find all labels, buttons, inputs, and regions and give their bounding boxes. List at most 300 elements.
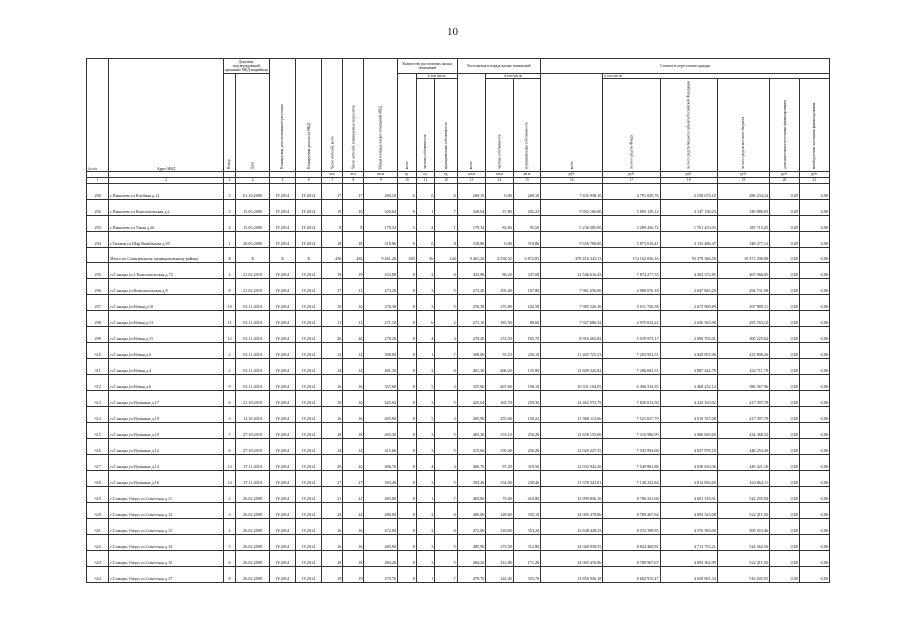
cell-a-mun: 135,90: [513, 358, 540, 374]
cell-res: 17: [322, 278, 343, 294]
cell-c-reg: 4 204 372,85: [660, 262, 717, 278]
cell-c-loc: 424 864,11: [717, 470, 769, 486]
cell-n: 321: [87, 518, 109, 534]
cell-c-reg: 4 222 163,02: [660, 390, 717, 406]
table-row: [87, 422, 830, 438]
cell-a-mun: 259,30: [513, 390, 540, 406]
cell-area: 401,30: [364, 358, 398, 374]
cell-n: 299: [87, 326, 109, 342]
cell-c-loc: 185 715,25: [717, 215, 769, 231]
page-number: 10: [447, 26, 458, 38]
cell-a-mun: 239,46: [513, 470, 540, 486]
cell-c-tot: 11 378 343,01: [541, 470, 603, 486]
cell-c-loc: 522 411,92: [717, 550, 769, 566]
table-row: [87, 454, 830, 470]
cell-a-pr: 312,80: [486, 550, 513, 566]
cell-c-ex2: 0,00: [799, 247, 829, 262]
cell-r-pr: 5: [416, 374, 435, 390]
cell-r-mun: 7: [435, 342, 457, 358]
cell-a-mun: 102,58: [513, 294, 540, 310]
cell-addr: г.Пикалево ул.Клубная д.12: [109, 183, 223, 199]
relocation-table: [86, 58, 830, 583]
cell-date: 03.11.2010: [236, 358, 270, 374]
cell-c-loc: 349 888,65: [717, 199, 769, 215]
cell-num: 5: [223, 199, 235, 215]
cell-date: 03.11.2010: [236, 294, 270, 310]
cell-c-tot: 13 999 836,10: [541, 486, 603, 502]
cell-c-reg: 93 379 366,58: [660, 247, 717, 262]
cell-c-reg: 4 659 901,34: [660, 566, 717, 582]
cell-reloc: IV.2014: [269, 374, 295, 390]
cell-c-ex2: 0,00: [799, 518, 829, 534]
cell-c-ex: 0,00: [770, 422, 800, 438]
cell-c-loc: 286 234,24: [717, 183, 769, 199]
cell-reloc: IV.2014: [269, 294, 295, 310]
cell-reloc: IV.2014: [269, 534, 295, 550]
cell-a-mun: 318,86: [513, 231, 540, 247]
cell-a-mun: 353,20: [513, 518, 540, 534]
cell-c-ex: 0,00: [770, 326, 800, 342]
cell-c-reg: 3 906 829,69: [660, 422, 717, 438]
cell-c-ex: 0,00: [770, 247, 800, 262]
cell-a-tot: 357,60: [457, 374, 486, 390]
cell-c-reg: 3 887 444,78: [660, 358, 717, 374]
cell-demol: IV.2014: [296, 231, 322, 247]
cell-a-mun: 269,10: [513, 183, 540, 199]
cell-r-tot: 8: [398, 550, 417, 566]
cell-c-fund: 5 873 016,41: [603, 231, 660, 247]
cell-c-loc: 295 763,12: [717, 310, 769, 326]
cell-n: 317: [87, 454, 109, 470]
cell-a-pr: 0,00: [486, 231, 513, 247]
cell-r-tot: 8: [398, 374, 417, 390]
cell-a-tot: 403,36: [457, 422, 486, 438]
cell-addr: п.Сланцы ул.Пушкина д.10: [109, 422, 223, 438]
cell-res: 19: [322, 262, 343, 278]
cell-r-pr: 2: [416, 358, 435, 374]
cell-c-tot: 5 236 585,00: [541, 215, 603, 231]
cell-a-mun: 312,80: [513, 534, 540, 550]
cell-a-pr: 128,60: [486, 502, 513, 518]
cell-a-mun: 105,70: [513, 326, 540, 342]
cell-r-tot: 8: [398, 422, 417, 438]
header-rooms-municipal: муниципальная собственность: [435, 79, 457, 172]
cell-a-tot: 425,04: [457, 390, 486, 406]
cell-c-ex2: 0,00: [799, 278, 829, 294]
cell-a-pr: 105,40: [486, 278, 513, 294]
cell-addr: п.Сланцы ул.Новая д.13: [109, 310, 223, 326]
cell-c-loc: 449 421,16: [717, 454, 769, 470]
cell-r-mun: 5: [435, 422, 457, 438]
table-row: [87, 215, 830, 231]
cell-c-fund: 7 874 277,53: [603, 262, 660, 278]
unit-cell: чел.: [322, 172, 343, 178]
cell-a-pr: 83,84: [486, 215, 513, 231]
header-area-total: всего: [457, 74, 486, 172]
cell-reloc: IV.2014: [269, 422, 295, 438]
cell-a-pr: 122,40: [486, 566, 513, 582]
table-row: [87, 262, 830, 278]
cell-demol: IV.2014: [296, 550, 322, 566]
cell-c-tot: 14 065 476,86: [541, 550, 603, 566]
header-cost-total: всего: [541, 74, 603, 172]
cell-demol: IV.2014: [296, 199, 322, 215]
cell-c-ex: 0,00: [770, 215, 800, 231]
table-row: [87, 550, 830, 566]
cell-demol: IV.2014: [296, 326, 322, 342]
cell-c-fund: 7 286 693,51: [603, 358, 660, 374]
cell-n: 297: [87, 294, 109, 310]
cell-reloc: IV.2014: [269, 438, 295, 454]
cell-c-ex2: 0,00: [799, 470, 829, 486]
cell-r-mun: 6: [435, 502, 457, 518]
cell-date: 26.02.2009: [236, 550, 270, 566]
cell-c-fund: 6 496 534,35: [603, 374, 660, 390]
header-rooms-private: частная собственность: [416, 79, 435, 172]
cell-c-loc: 516 045,95: [717, 566, 769, 582]
cell-reloc: IV.2014: [269, 454, 295, 470]
table-row: [87, 390, 830, 406]
cell-demol: IV.2014: [296, 183, 322, 199]
cell-n: 315: [87, 422, 109, 438]
cell-r-tot: 8: [398, 486, 417, 502]
cell-addr: п.Сланцы ул.Пушкина д.12: [109, 438, 223, 454]
cell-c-ex: 0,00: [770, 278, 800, 294]
cell-num: 7: [223, 422, 235, 438]
cell-c-fund: 8 786 331,68: [603, 486, 660, 502]
cell-c-fund: 4 975 632,22: [603, 310, 660, 326]
cell-c-loc: 297 889,11: [717, 294, 769, 310]
cell-res2: 18: [343, 422, 364, 438]
cell-c-tot: 7 635 938,10: [541, 183, 603, 199]
cell-r-tot: 8: [398, 406, 417, 422]
cell-c-reg: 3 812 856,69: [660, 470, 717, 486]
cell-r-mun: 5: [435, 294, 457, 310]
cell-c-ex: 0,00: [770, 518, 800, 534]
cell-r-pr: 3: [416, 470, 435, 486]
cell-addr: г.Пикалево ул.Комсомольская д.2: [109, 199, 223, 215]
cell-a-mun: 95,50: [513, 215, 540, 231]
cell-r-tot: 8: [398, 390, 417, 406]
cell-r-mun: 7: [435, 199, 457, 215]
cell-r-mun: 5: [435, 390, 457, 406]
cell-c-ex2: 0,00: [799, 486, 829, 502]
cell-c-ex: 0,00: [770, 183, 800, 199]
cell-a-pr: 118,80: [486, 518, 513, 534]
cell-r-pr: 2: [416, 262, 435, 278]
cell-demol: IV.2014: [296, 406, 322, 422]
cell-area: 403,36: [364, 422, 398, 438]
cell-area: 357,60: [364, 374, 398, 390]
cell-c-reg: 3 845 851,06: [660, 342, 717, 358]
cell-a-mun: 319,56: [513, 454, 540, 470]
cell-demol: IV.2014: [296, 438, 322, 454]
header-relocated-residents: Число жителей, планируемых переселить: [343, 59, 364, 172]
column-number-cell: 5: [269, 178, 295, 184]
cell-c-fund: 174 162 036,16: [603, 247, 660, 262]
cell-c-fund: 5 895 139,12: [603, 199, 660, 215]
cell-demol: IV.2014: [296, 470, 322, 486]
cell-c-fund: 7 521 637,79: [603, 406, 660, 422]
cell-demol: IV.2014: [296, 454, 322, 470]
unit-cell: ед.: [435, 172, 457, 178]
cell-a-tot: 480,00: [457, 502, 486, 518]
cell-r-tot: 8: [398, 438, 417, 454]
cell-c-reg: 3 135 486,47: [660, 231, 717, 247]
cell-a-pr: 97,20: [486, 454, 513, 470]
cell-addr: п.Сланцы ул.Новая д.4: [109, 358, 223, 374]
cell-date: 01.10.2009: [236, 183, 270, 199]
cell-num: 5: [223, 183, 235, 199]
cell-area: 271,10: [364, 310, 398, 326]
cell-area: 318,86: [364, 231, 398, 247]
header-planned-relocation: Планируемая дата окончания переселения: [269, 59, 295, 172]
cell-c-ex2: 0,00: [799, 183, 829, 199]
cell-r-pr: 36: [416, 247, 435, 262]
cell-res: 14: [322, 438, 343, 454]
cell-a-mun: 347,68: [513, 262, 540, 278]
cell-addr: п.Сланцы ул.Новая д.10: [109, 294, 223, 310]
cell-num: 5: [223, 534, 235, 550]
cell-c-tot: 11 968 112,66: [541, 406, 603, 422]
cell-c-tot: 9 356 780,00: [541, 231, 603, 247]
cell-a-tot: 269,10: [457, 183, 486, 199]
header-document-group: Документ, подтверждающий признание МКД аварийным: [224, 59, 268, 73]
cell-c-reg: 4 038 639,36: [660, 454, 717, 470]
cell-n: [87, 247, 109, 262]
cell-r-pr: 3: [416, 438, 435, 454]
cell-a-pr: 173,50: [486, 534, 513, 550]
cell-n: 294: [87, 231, 109, 247]
cell-c-fund: 8 682 915,47: [603, 566, 660, 582]
cell-addr: г.Тихвин ул.Шар.Вымбахова д.95: [109, 231, 223, 247]
cell-c-tot: 278 416 343,13: [541, 247, 603, 262]
cell-reloc: IV.2014: [269, 470, 295, 486]
cell-num: 4: [223, 262, 235, 278]
cell-c-tot: 11 658 155,00: [541, 422, 603, 438]
header-rooms-total: всего: [398, 74, 417, 172]
cell-demol: IV.2014: [296, 518, 322, 534]
cell-area: 269,10: [364, 183, 398, 199]
table-row: [87, 406, 830, 422]
cell-area: 276,38: [364, 294, 398, 310]
cell-c-ex: 0,00: [770, 231, 800, 247]
cell-addr: п.Сланцы ул.Новая д.15: [109, 326, 223, 342]
cell-r-tot: 8: [398, 502, 417, 518]
cell-res2: 11: [343, 310, 364, 326]
cell-date: 15.05.2009: [236, 199, 270, 215]
cell-demol: IV.2014: [296, 422, 322, 438]
cell-r-pr: 1: [416, 342, 435, 358]
cell-demol: IV.2014: [296, 358, 322, 374]
cell-r-mun: 3: [435, 406, 457, 422]
unit-cell: ед.: [416, 172, 435, 178]
cell-c-tot: 7 961 656,00: [541, 278, 603, 294]
cell-a-mun: 256,26: [513, 438, 540, 454]
cell-demol: IV.2014: [296, 486, 322, 502]
cell-r-pr: 6: [416, 310, 435, 326]
cell-r-pr: 0: [416, 183, 435, 199]
cell-c-ex: 0,00: [770, 342, 800, 358]
column-number-cell: 21: [799, 178, 829, 184]
cell-c-ex: 0,00: [770, 374, 800, 390]
cell-a-pr: 2 538,52: [486, 247, 513, 262]
cell-res: 18: [322, 231, 343, 247]
header-rooms-group: Количество расселяемых жилых помещений: [398, 59, 458, 74]
cell-c-ex2: 0,00: [799, 310, 829, 326]
total-row: [87, 247, 830, 262]
cell-demol: IV.2014: [296, 534, 322, 550]
cell-c-tot: 7 985 526,30: [541, 294, 603, 310]
cell-c-ex2: 0,00: [799, 550, 829, 566]
cell-c-reg: 2 647 843,20: [660, 278, 717, 294]
cell-addr: г.Сланцы, Озеро ул.Советская д.13: [109, 518, 223, 534]
cell-addr: Итого по Сланцевскому муниципальному району: [109, 247, 223, 262]
cell-r-tot: 8: [398, 262, 417, 278]
cell-num: 10: [223, 294, 235, 310]
cell-date: 26.02.2009: [236, 566, 270, 582]
header-address: Адрес МКД: [109, 59, 223, 172]
cell-c-tot: 13 856 946,18: [541, 566, 603, 582]
cell-r-mun: 7: [435, 486, 457, 502]
cell-r-mun: 5: [435, 534, 457, 550]
cell-r-pr: 3: [416, 390, 435, 406]
cell-r-tot: 6: [398, 183, 417, 199]
cell-r-mun: 5: [435, 438, 457, 454]
cell-r-tot: 8: [398, 294, 417, 310]
cell-addr: п.Сланцы ул.Пушкина д.14: [109, 454, 223, 470]
cell-c-fund: 7 316 996,99: [603, 422, 660, 438]
cell-n: 318: [87, 470, 109, 486]
cell-a-tot: 278,20: [457, 326, 486, 342]
cell-c-ex: 0,00: [770, 262, 800, 278]
unit-cell: кв.м: [486, 172, 513, 178]
cell-r-tot: 8: [398, 470, 417, 486]
cell-a-mun: 282,24: [513, 199, 540, 215]
cell-r-mun: 2: [435, 310, 457, 326]
cell-r-tot: 8: [398, 199, 417, 215]
column-number-cell: 12: [435, 178, 457, 184]
column-number-cell: 16: [541, 178, 603, 184]
column-number-cell: 17: [603, 178, 660, 184]
unit-cell: руб.: [717, 172, 769, 178]
cell-c-tot: 12 020 227,35: [541, 438, 603, 454]
cell-num: 8: [223, 566, 235, 582]
cell-r-pr: 4: [416, 454, 435, 470]
cell-c-ex2: 0,00: [799, 262, 829, 278]
cell-c-reg: 4 713 733,21: [660, 534, 717, 550]
cell-c-tot: 11 609 343,82: [541, 358, 603, 374]
relocation-table-sheet: [86, 58, 830, 583]
table-row: [87, 326, 830, 342]
cell-c-ex2: 0,00: [799, 438, 829, 454]
cell-r-mun: 3: [435, 374, 457, 390]
cell-res: 21: [322, 486, 343, 502]
cell-r-tot: 8: [398, 566, 417, 582]
cell-c-loc: 448 254,49: [717, 438, 769, 454]
table-row: [87, 518, 830, 534]
cell-reloc: IV.2014: [269, 326, 295, 342]
table-row: [87, 183, 830, 199]
cell-r-tot: 8: [398, 231, 417, 247]
cell-a-pr: 55,10: [486, 342, 513, 358]
cell-c-loc: 434 368,32: [717, 422, 769, 438]
cell-a-mun: 88,60: [513, 310, 540, 326]
cell-date: 27.10.2010: [236, 438, 270, 454]
cell-c-ex2: 0,00: [799, 199, 829, 215]
column-number-cell: 14: [486, 178, 513, 184]
cell-demol: IV.2014: [296, 502, 322, 518]
cell-num: 2: [223, 486, 235, 502]
cell-a-tot: 405,90: [457, 406, 486, 422]
cell-n: 316: [87, 438, 109, 454]
column-number-cell: 9: [364, 178, 398, 184]
cell-c-ex2: 0,00: [799, 406, 829, 422]
cell-c-ex2: 0,00: [799, 342, 829, 358]
cell-a-tot: 9 461,26: [457, 247, 486, 262]
cell-res2: 24: [343, 502, 364, 518]
cell-num: 4: [223, 518, 235, 534]
cell-n: 324: [87, 566, 109, 582]
cell-c-ex2: 0,00: [799, 326, 829, 342]
cell-a-pr: 154,00: [486, 470, 513, 486]
cell-n: 320: [87, 502, 109, 518]
cell-res2: 27: [343, 470, 364, 486]
cell-c-tot: 11 405 725,33: [541, 342, 603, 358]
cell-date: 03.11.2010: [236, 326, 270, 342]
cell-res: 24: [322, 502, 343, 518]
unit-cell: кв.м: [457, 172, 486, 178]
cell-reloc: IV.2014: [269, 183, 295, 199]
cell-res: 16: [322, 406, 343, 422]
cell-addr: п.Сланцы ул.Пушкина д.19: [109, 406, 223, 422]
unit-cell: руб.: [541, 172, 603, 178]
cell-c-ex2: 0,00: [799, 422, 829, 438]
cell-a-pr: 165,70: [486, 390, 513, 406]
cell-n: 310: [87, 342, 109, 358]
cell-a-mun: 171,26: [513, 550, 540, 566]
cell-c-ex2: 0,00: [799, 566, 829, 582]
cell-r-tot: 8: [398, 534, 417, 550]
cell-c-ex: 0,00: [770, 470, 800, 486]
column-number-cell: 1: [87, 178, 109, 184]
cell-c-loc: 433 808,26: [717, 342, 769, 358]
cell-c-loc: 294 731,58: [717, 278, 769, 294]
cell-c-ex2: 0,00: [799, 294, 829, 310]
cell-res2: 436: [343, 247, 364, 262]
cell-addr: п.Сланцы ул.Комсомольская д.8: [109, 278, 223, 294]
table-row: [87, 294, 830, 310]
cell-r-pr: 2: [416, 518, 435, 534]
cell-r-mun: 5: [435, 470, 457, 486]
unit-cell: кв.м: [513, 172, 540, 178]
cell-res2: 16: [343, 374, 364, 390]
cell-n: 314: [87, 406, 109, 422]
cell-date: 17.11.2010: [236, 470, 270, 486]
cell-c-loc: 417 397,79: [717, 406, 769, 422]
cell-num: 3: [223, 406, 235, 422]
table-row: [87, 358, 830, 374]
cell-demol: IV.2014: [296, 278, 322, 294]
cell-a-mun: 150,22: [513, 406, 540, 422]
cell-addr: п.Сланцы ул.Новая д.6: [109, 374, 223, 390]
cell-res: 18: [322, 422, 343, 438]
cell-reloc: IV.2014: [269, 215, 295, 231]
cell-reloc: IV.2014: [269, 342, 295, 358]
cell-addr: г.Сланцы, Озеро ул.Советская д.12: [109, 502, 223, 518]
cell-area: 405,90: [364, 406, 398, 422]
cell-r-mun: 6: [435, 262, 457, 278]
